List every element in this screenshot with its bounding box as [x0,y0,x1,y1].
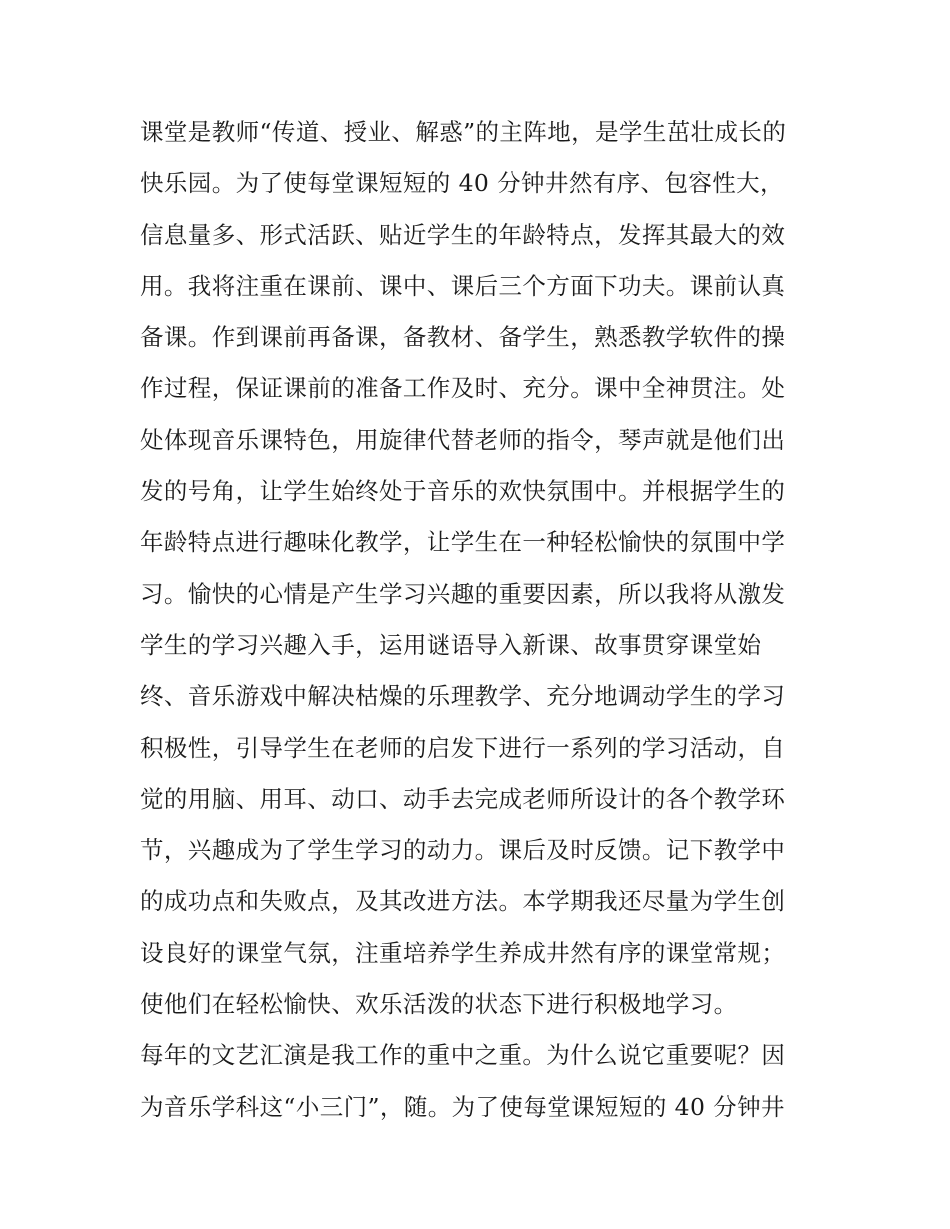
text-line: 设良好的课堂气氛，注重培养学生养成井然有序的课堂常规； [140,938,786,967]
text-line: 用。我将注重在课前、课中、课后三个方面下功夫。课前认真 [140,271,786,300]
text-line: 为音乐学科这“小三门”，随。为了使每堂课短短的 40 分钟井 [140,1092,785,1121]
text-line: 学生的学习兴趣入手，运用谜语导入新课、故事贯穿课堂始 [140,630,762,659]
text-line: 作过程，保证课前的准备工作及时、充分。课中全神贯注。处 [140,374,786,403]
text-line: 习。愉快的心情是产生学习兴趣的重要因素，所以我将从激发 [140,579,786,608]
text-line: 处体现音乐课特色，用旋律代替老师的指令，琴声就是他们出 [140,425,786,454]
text-line: 发的号角，让学生始终处于音乐的欢快氛围中。并根据学生的 [140,477,786,506]
text-line: 使他们在轻松愉快、欢乐活泼的状态下进行积极地学习。 [140,990,738,1019]
text-line: 的成功点和失败点，及其改进方法。本学期我还尽量为学生创 [140,887,786,916]
text-line: 积极性，引导学生在老师的启发下进行一系列的学习活动，自 [140,733,786,762]
text-line: 年龄特点进行趣味化教学，让学生在一种轻松愉快的氛围中学 [140,528,786,557]
text-line: 节，兴趣成为了学生学习的动力。课后及时反馈。记下教学中 [140,836,786,865]
text-line: 每年的文艺汇演是我工作的重中之重。为什么说它重要呢？因 [140,1041,786,1070]
text-line: 课堂是教师“传道、授业、解惑”的主阵地，是学生茁壮成长的 [140,118,787,146]
text-line: 信息量多、形式活跃、贴近学生的年龄特点，发挥其最大的效 [140,220,786,249]
body-text [140,107,820,1133]
text-line: 备课。作到课前再备课，备教材、备学生，熟悉教学软件的操 [140,323,786,352]
text-line: 终、音乐游戏中解决枯燥的乐理教学、充分地调动学生的学习 [140,682,786,711]
text-line: 觉的用脑、用耳、动口、动手去完成老师所设计的各个教学环 [140,784,786,813]
text-line: 快乐园。为了使每堂课短短的 40 分钟井然有序、包容性大， [140,169,784,198]
